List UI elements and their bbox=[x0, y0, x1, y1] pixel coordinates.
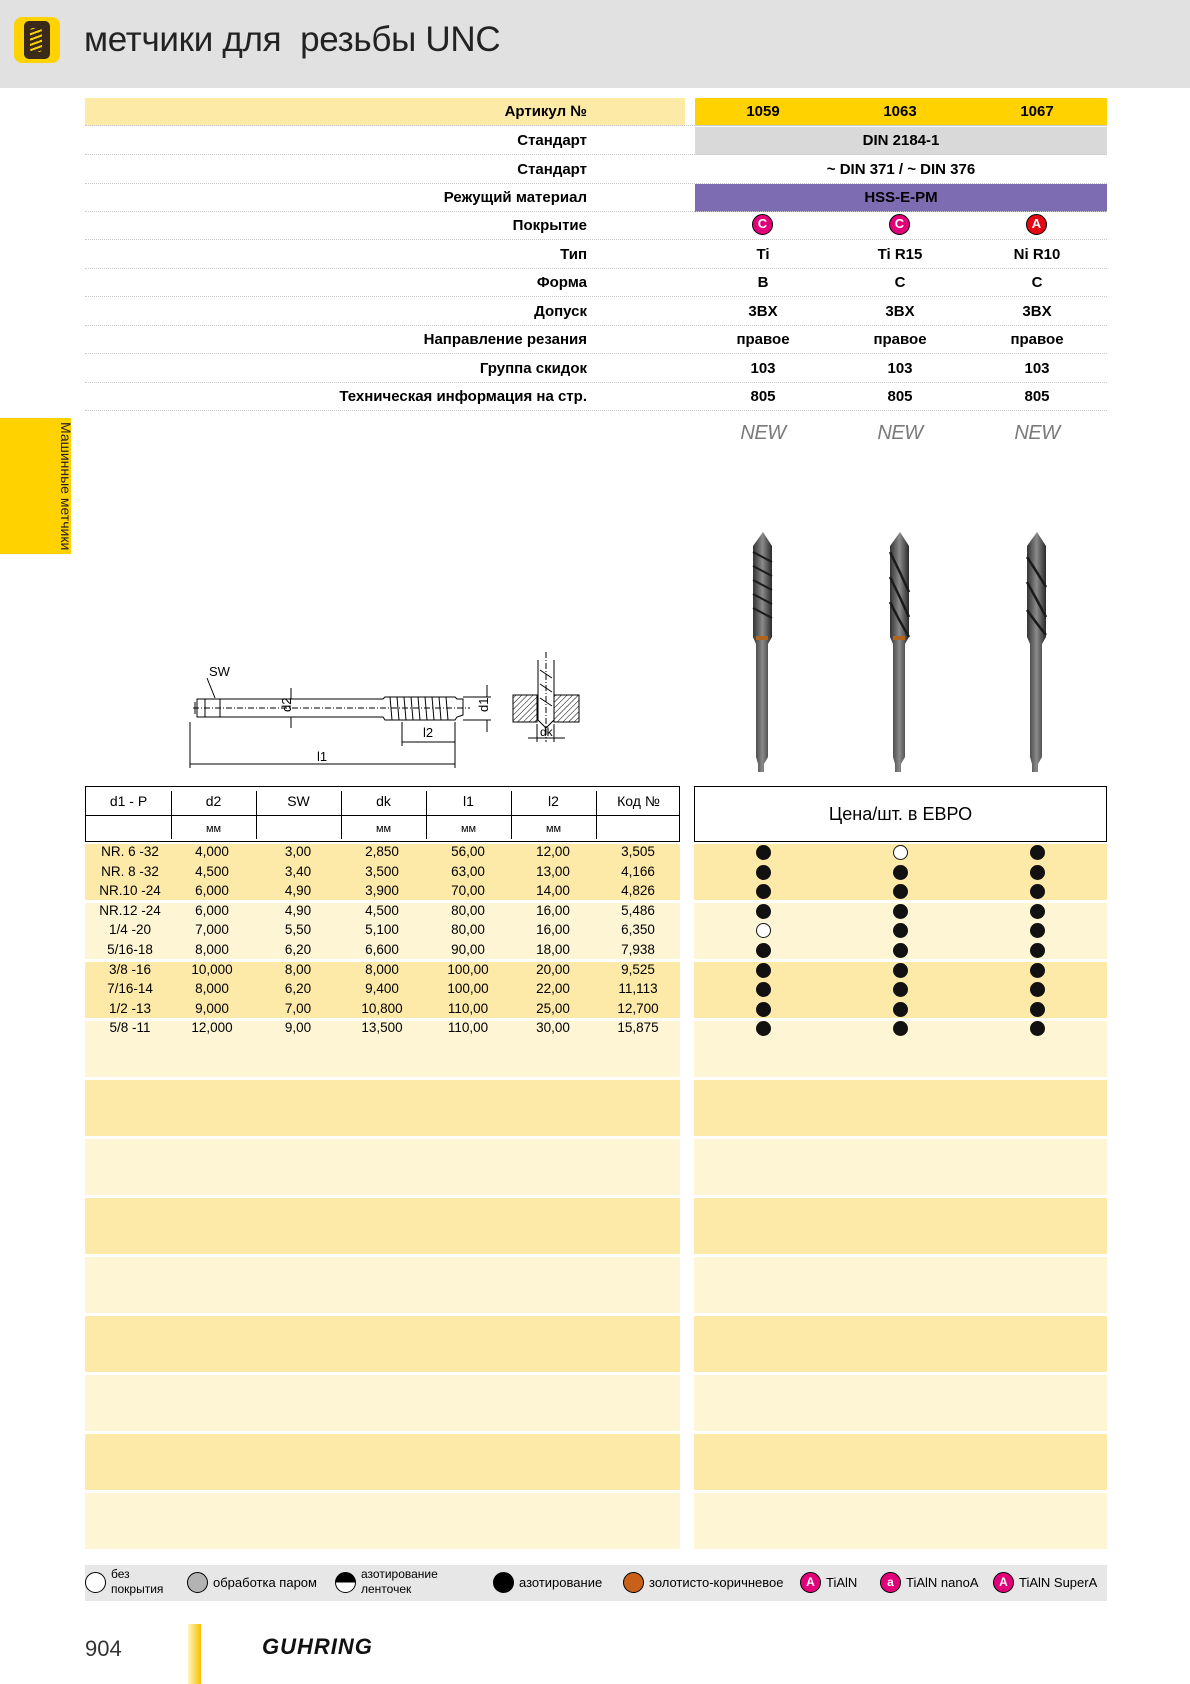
techinfo-label: Техническая информация на стр. bbox=[339, 388, 587, 405]
availability-full-dot-icon bbox=[1030, 884, 1045, 899]
table-row bbox=[85, 979, 1107, 999]
table-row bbox=[85, 881, 1107, 901]
availability-full-dot-icon bbox=[893, 904, 908, 919]
table-cell: 7,938 bbox=[621, 942, 655, 957]
price-header bbox=[694, 786, 1107, 842]
standard-value-2: ~ DIN 371 / ~ DIN 376 bbox=[826, 161, 976, 178]
table-cell: 8,000 bbox=[195, 942, 229, 957]
table-cell: 22,00 bbox=[536, 981, 570, 997]
table-cell: 8,000 bbox=[195, 981, 229, 997]
type-value: Ni R10 bbox=[1013, 246, 1061, 263]
legend-label-tialn-supera: TiAlN SuperA bbox=[1019, 1575, 1098, 1590]
legend-label-uncoated: без покрытия bbox=[111, 1567, 164, 1596]
tap-1059-image bbox=[748, 532, 778, 772]
table-cell: 4,90 bbox=[284, 883, 312, 899]
column-header-l1: l1 bbox=[463, 793, 474, 809]
availability-empty-dot-icon bbox=[756, 923, 771, 938]
price-band bbox=[694, 1434, 1107, 1490]
new-badge: NEW bbox=[1014, 422, 1060, 444]
l2-dimension-label: l2 bbox=[423, 725, 434, 740]
legend-label-tialn: TiAlN bbox=[826, 1575, 858, 1590]
availability-full-dot-icon bbox=[893, 1002, 908, 1017]
coating-legend bbox=[85, 1565, 1107, 1601]
discount-label: Группа скидок bbox=[479, 360, 587, 377]
discount-value: 103 bbox=[887, 360, 913, 377]
table-row bbox=[85, 920, 1107, 940]
table-cell: 7,000 bbox=[195, 922, 229, 938]
table-row bbox=[85, 862, 1107, 882]
table-cell: 5,100 bbox=[365, 922, 399, 938]
table-cell: 3,505 bbox=[621, 844, 655, 859]
table-cell: NR.12 -24 bbox=[99, 902, 161, 918]
table-cell: 1/2 -13 bbox=[108, 1000, 152, 1016]
table-row bbox=[85, 940, 1107, 960]
unit-l2: мм bbox=[545, 823, 562, 835]
table-band bbox=[85, 1080, 680, 1136]
form-value: B bbox=[757, 274, 769, 291]
availability-full-dot-icon bbox=[756, 1021, 771, 1036]
direction-row bbox=[85, 326, 1107, 354]
availability-full-dot-icon bbox=[893, 943, 908, 958]
type-label: Тип bbox=[560, 246, 587, 263]
legend-label-nitriding: азотирование bbox=[519, 1575, 603, 1590]
table-cell: 100,00 bbox=[447, 961, 489, 977]
table-cell: 3,40 bbox=[284, 863, 312, 879]
table-cell: 6,350 bbox=[621, 922, 655, 938]
table-cell: 10,000 bbox=[191, 961, 233, 977]
availability-full-dot-icon bbox=[756, 943, 771, 958]
table-cell: 3,500 bbox=[365, 863, 399, 879]
discount-row bbox=[85, 355, 1107, 383]
new-badge: NEW bbox=[877, 422, 923, 444]
techinfo-link[interactable]: 805 bbox=[887, 388, 913, 405]
price-band bbox=[694, 1080, 1107, 1136]
coating-label: Покрытие bbox=[512, 217, 587, 234]
price-header-label: Цена/шт. в ЕВРО bbox=[828, 804, 973, 824]
price-band bbox=[694, 1198, 1107, 1254]
column-header-code: Код № bbox=[617, 793, 660, 809]
page-number: 904 bbox=[85, 1636, 122, 1661]
table-cell: 25,00 bbox=[536, 1000, 570, 1016]
table-cell: 4,500 bbox=[365, 902, 399, 918]
coating-row bbox=[85, 212, 1107, 240]
column-header-d2: d2 bbox=[205, 793, 222, 809]
table-cell: 13,500 bbox=[361, 1020, 403, 1036]
new-badge: NEW bbox=[740, 422, 786, 444]
table-cell: 13,00 bbox=[536, 863, 570, 879]
article-label: Артикул № bbox=[504, 103, 587, 120]
form-value: C bbox=[1031, 274, 1043, 291]
table-cell: 4,90 bbox=[284, 902, 312, 918]
half-black-circle-icon bbox=[335, 1572, 356, 1593]
table-cell: 56,00 bbox=[451, 844, 485, 859]
standard-label-1: Стандарт bbox=[517, 132, 587, 149]
form-label: Форма bbox=[536, 274, 587, 291]
table-band bbox=[85, 1434, 680, 1490]
legend-label-tialn-nanoa: TiAlN nanoA bbox=[906, 1575, 979, 1590]
tolerance-value: 3BX bbox=[1022, 303, 1052, 320]
brand-logo: GUHRING bbox=[262, 1634, 373, 1659]
table-cell: 4,500 bbox=[195, 863, 229, 879]
type-value: Ti bbox=[756, 246, 770, 263]
material-label: Режущий материал bbox=[443, 189, 587, 206]
table-cell: 110,00 bbox=[447, 1000, 489, 1016]
availability-full-dot-icon bbox=[1030, 904, 1045, 919]
article-1067: 1067 bbox=[1020, 103, 1054, 120]
price-band bbox=[694, 1316, 1107, 1372]
dk-dimension-label: dk bbox=[540, 725, 553, 739]
table-row bbox=[85, 999, 1107, 1019]
availability-full-dot-icon bbox=[1030, 1002, 1045, 1017]
black-circle-icon bbox=[493, 1572, 514, 1593]
type-value: Ti R15 bbox=[877, 246, 923, 263]
column-header-dk: dk bbox=[376, 793, 391, 809]
d1-dimension-label: d1 bbox=[476, 697, 491, 712]
table-cell: 11,113 bbox=[618, 981, 658, 997]
availability-full-dot-icon bbox=[893, 963, 908, 978]
direction-value: правое bbox=[1010, 331, 1064, 348]
table-cell: 3,900 bbox=[365, 883, 399, 899]
table-cell: NR. 8 -32 bbox=[101, 863, 159, 879]
table-cell: 80,00 bbox=[451, 902, 485, 918]
tolerance-value: 3BX bbox=[885, 303, 915, 320]
table-cell: 5,486 bbox=[621, 902, 655, 918]
article-1063: 1063 bbox=[883, 103, 917, 120]
availability-full-dot-icon bbox=[1030, 865, 1045, 880]
standard-row-2 bbox=[85, 156, 1107, 184]
table-band bbox=[85, 1493, 680, 1549]
table-cell: 63,00 bbox=[451, 863, 485, 879]
table-band bbox=[85, 1375, 680, 1431]
gold-brown-circle-icon bbox=[623, 1572, 644, 1593]
availability-full-dot-icon bbox=[893, 884, 908, 899]
direction-value: правое bbox=[736, 331, 790, 348]
table-cell: 7/16-14 bbox=[107, 981, 153, 997]
availability-full-dot-icon bbox=[1030, 845, 1045, 860]
article-1059: 1059 bbox=[746, 103, 780, 120]
table-cell: 5/8 -11 bbox=[109, 1020, 151, 1036]
table-band bbox=[85, 1257, 680, 1313]
core-hole-drawing bbox=[510, 650, 582, 750]
coating-a-icon: A bbox=[1026, 214, 1047, 235]
table-cell: 1/4 -20 bbox=[108, 922, 152, 938]
availability-full-dot-icon bbox=[1030, 982, 1045, 997]
table-band bbox=[85, 1198, 680, 1254]
table-cell: 8,00 bbox=[284, 961, 312, 977]
table-cell: 20,00 bbox=[536, 961, 570, 977]
grey-circle-icon bbox=[187, 1572, 208, 1593]
page-title: метчики для резьбы UNC bbox=[84, 20, 501, 59]
table-cell: 5/16-18 bbox=[107, 942, 153, 957]
table-cell: 12,00 bbox=[536, 844, 570, 859]
legend-label-gold-brown: золотисто-коричневое bbox=[649, 1575, 784, 1590]
tialn-nanoa-icon: a bbox=[880, 1572, 901, 1593]
column-header-l2: l2 bbox=[548, 793, 559, 809]
table-cell: 90,00 bbox=[451, 942, 485, 957]
table-cell: 4,000 bbox=[195, 844, 229, 859]
column-header-sw: SW bbox=[287, 793, 310, 809]
table-cell: 6,600 bbox=[365, 942, 399, 957]
table-cell: 16,00 bbox=[536, 922, 570, 938]
table-cell: 9,00 bbox=[284, 1020, 312, 1036]
table-cell: 14,00 bbox=[536, 883, 570, 899]
standard-label-2: Стандарт bbox=[517, 161, 587, 178]
table-row bbox=[85, 1018, 1107, 1038]
availability-full-dot-icon bbox=[756, 845, 771, 860]
table-cell: 100,00 bbox=[447, 981, 489, 997]
side-tab-label: Машинные метчики bbox=[58, 422, 74, 551]
availability-full-dot-icon bbox=[893, 1021, 908, 1036]
table-cell: 12,700 bbox=[617, 1000, 659, 1016]
table-cell: 3,00 bbox=[284, 844, 312, 859]
table-cell: 110,00 bbox=[447, 1020, 489, 1036]
direction-value: правое bbox=[873, 331, 927, 348]
tolerance-value: 3BX bbox=[748, 303, 778, 320]
availability-full-dot-icon bbox=[1030, 923, 1045, 938]
legend-label-land-nitriding: азотирование ленточек bbox=[361, 1567, 438, 1596]
techinfo-row bbox=[85, 383, 1107, 411]
dimension-table-header bbox=[85, 786, 680, 842]
table-cell: 6,000 bbox=[195, 883, 229, 899]
legend-label-steam: обработка паром bbox=[213, 1575, 317, 1590]
tap-1067-image bbox=[1022, 532, 1052, 772]
table-cell: 4,826 bbox=[621, 883, 655, 899]
table-cell: 8,000 bbox=[365, 961, 399, 977]
table-cell: NR. 6 -32 bbox=[101, 844, 159, 859]
unit-d2: мм bbox=[205, 823, 222, 835]
article-row bbox=[85, 98, 1107, 126]
availability-full-dot-icon bbox=[893, 982, 908, 997]
table-row bbox=[85, 842, 1107, 862]
availability-full-dot-icon bbox=[756, 884, 771, 899]
availability-full-dot-icon bbox=[756, 1002, 771, 1017]
table-band bbox=[85, 1139, 680, 1195]
footer-accent-bar bbox=[188, 1624, 201, 1684]
price-band bbox=[694, 1375, 1107, 1431]
d2-dimension-label: d2 bbox=[279, 697, 294, 712]
availability-full-dot-icon bbox=[893, 923, 908, 938]
tap-category-logo-icon bbox=[14, 17, 60, 63]
tolerance-label: Допуск bbox=[534, 303, 587, 320]
table-cell: 9,400 bbox=[365, 981, 399, 997]
availability-full-dot-icon bbox=[1030, 1021, 1045, 1036]
table-cell: 12,000 bbox=[191, 1020, 233, 1036]
tialn-a-icon: A bbox=[800, 1572, 821, 1593]
tolerance-row bbox=[85, 298, 1107, 326]
column-header-d1-p: d1 - P bbox=[109, 793, 148, 809]
material-row bbox=[85, 184, 1107, 212]
table-cell: 9,525 bbox=[621, 961, 655, 977]
table-row bbox=[85, 901, 1107, 921]
unit-l1: мм bbox=[460, 823, 477, 835]
availability-full-dot-icon bbox=[756, 865, 771, 880]
table-cell: 6,20 bbox=[284, 981, 312, 997]
table-cell: NR.10 -24 bbox=[99, 883, 161, 899]
availability-empty-dot-icon bbox=[893, 845, 908, 860]
standard-value-1: DIN 2184-1 bbox=[862, 132, 940, 149]
l1-dimension-label: l1 bbox=[317, 749, 328, 764]
form-value: C bbox=[894, 274, 906, 291]
availability-full-dot-icon bbox=[756, 904, 771, 919]
form-row bbox=[85, 269, 1107, 297]
table-cell: 7,00 bbox=[284, 1000, 312, 1016]
tialn-supera-icon: A bbox=[993, 1572, 1014, 1593]
discount-value: 103 bbox=[750, 360, 776, 377]
price-band bbox=[694, 1257, 1107, 1313]
table-cell: 6,000 bbox=[195, 902, 229, 918]
table-cell: 16,00 bbox=[536, 902, 570, 918]
availability-full-dot-icon bbox=[756, 963, 771, 978]
coating-c-icon: C bbox=[752, 214, 773, 235]
direction-label: Направление резания bbox=[423, 331, 587, 348]
table-cell: 18,00 bbox=[536, 942, 570, 957]
price-band bbox=[694, 1493, 1107, 1549]
table-cell: 10,800 bbox=[361, 1000, 403, 1016]
tap-1063-image bbox=[885, 532, 915, 772]
table-cell: 4,166 bbox=[621, 863, 655, 879]
table-cell: 70,00 bbox=[451, 883, 485, 899]
availability-full-dot-icon bbox=[1030, 943, 1045, 958]
techinfo-link[interactable]: 805 bbox=[750, 388, 776, 405]
white-circle-icon bbox=[85, 1572, 106, 1593]
table-band bbox=[85, 1316, 680, 1372]
availability-full-dot-icon bbox=[893, 865, 908, 880]
table-cell: 80,00 bbox=[451, 922, 485, 938]
type-row bbox=[85, 241, 1107, 269]
table-cell: 9,000 bbox=[195, 1000, 229, 1016]
table-cell: 5,50 bbox=[284, 922, 312, 938]
table-cell: 2,850 bbox=[365, 844, 399, 859]
discount-value: 103 bbox=[1024, 360, 1050, 377]
table-cell: 6,20 bbox=[284, 942, 312, 957]
sw-dimension-label: SW bbox=[209, 664, 230, 679]
availability-full-dot-icon bbox=[756, 982, 771, 997]
table-row bbox=[85, 960, 1107, 980]
price-band bbox=[694, 1139, 1107, 1195]
table-cell: 30,00 bbox=[536, 1020, 570, 1036]
standard-row-1 bbox=[85, 127, 1107, 155]
coating-c-icon: C bbox=[889, 214, 910, 235]
table-cell: 15,875 bbox=[617, 1020, 659, 1036]
availability-full-dot-icon bbox=[1030, 963, 1045, 978]
table-cell: 3/8 -16 bbox=[108, 961, 152, 977]
material-value: HSS-E-PM bbox=[864, 189, 938, 206]
unit-dk: мм bbox=[375, 823, 392, 835]
techinfo-link[interactable]: 805 bbox=[1024, 388, 1050, 405]
